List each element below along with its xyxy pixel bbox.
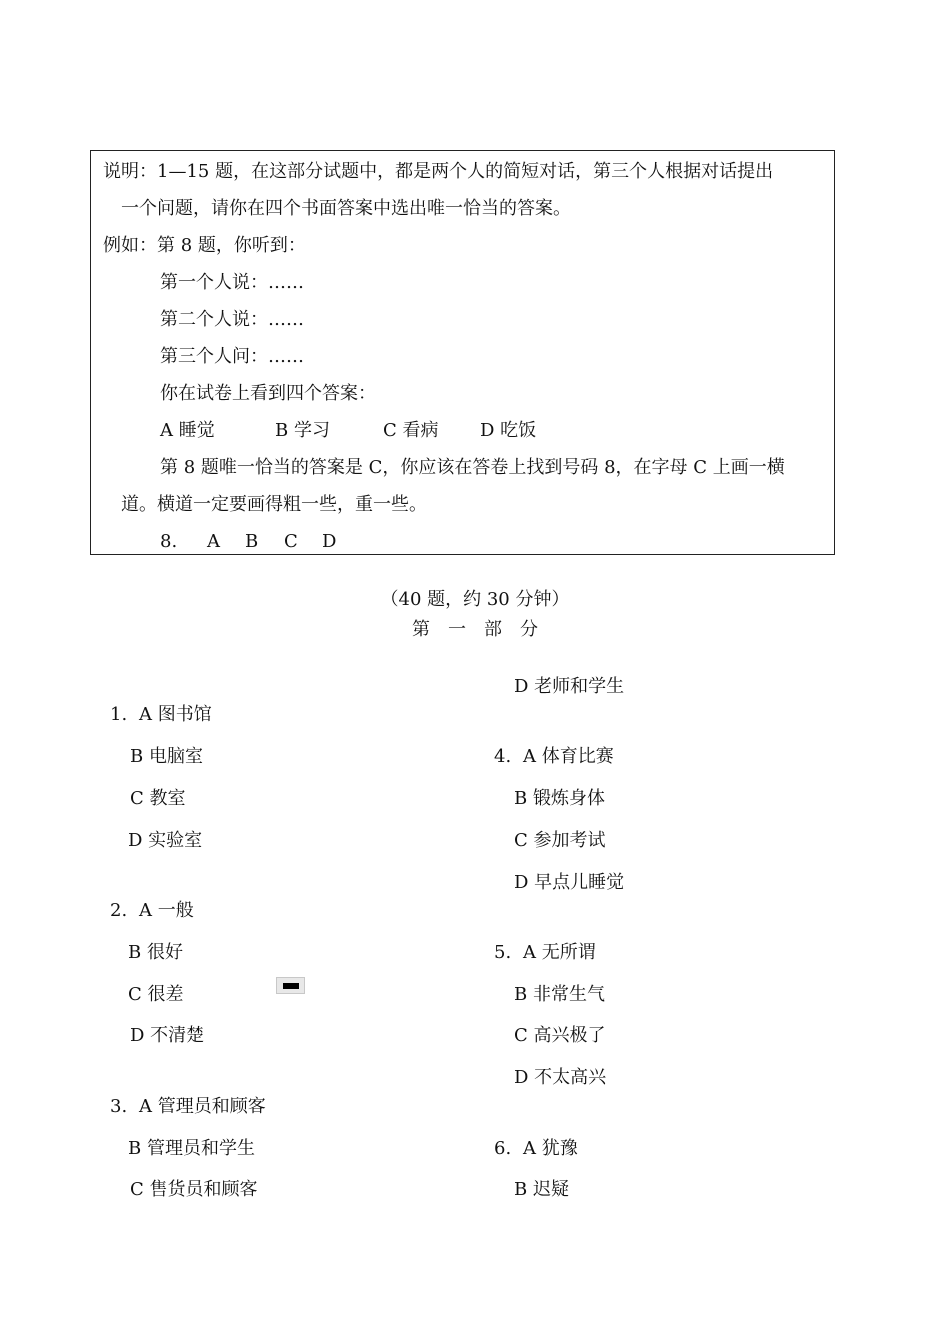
example-option-d: D 吃饭 — [480, 420, 537, 441]
question-5-number: 5. — [494, 942, 512, 963]
example-see-answers: 你在试卷上看到四个答案： — [160, 383, 376, 404]
section-info: （40 题，约 30 分钟） — [380, 589, 570, 610]
example-intro: 例如：第 8 题，你听到： — [103, 235, 306, 256]
question-4-option-a: A 体育比赛 — [523, 746, 614, 767]
instructions-line-2: 一个问题，请你在四个书面答案中选出唯一恰当的答案。 — [121, 198, 571, 219]
question-6-option-a: A 犹豫 — [523, 1138, 578, 1159]
question-1-option-b: B 电脑室 — [130, 746, 203, 767]
example-person-1: 第一个人说：…… — [160, 272, 304, 293]
question-1-option-a: A 图书馆 — [139, 704, 212, 725]
question-2-number: 2. — [110, 900, 128, 921]
example-person-2: 第二个人说：…… — [160, 309, 304, 330]
example-answer-line-1: 第 8 题唯一恰当的答案是 C，你应该在答卷上找到号码 8，在字母 C 上画一横 — [160, 457, 785, 478]
sample-letter-c: C — [284, 531, 298, 552]
sample-letter-d: D — [322, 531, 337, 552]
section-title: 第 一 部 分 — [412, 619, 538, 640]
question-5-option-a: A 无所谓 — [523, 942, 596, 963]
sample-letter-a: A — [207, 531, 220, 552]
example-answer-line-2: 道。横道一定要画得粗一些，重一些。 — [121, 494, 427, 515]
question-2-option-c: C 很差 — [128, 984, 184, 1005]
question-3-number: 3. — [110, 1096, 128, 1117]
example-option-a: A 睡觉 — [160, 420, 215, 441]
question-3-option-d: D 老师和学生 — [514, 676, 625, 697]
question-2-option-b: B 很好 — [128, 942, 183, 963]
question-1-number: 1. — [110, 704, 128, 725]
question-4-option-b: B 锻炼身体 — [514, 788, 605, 809]
question-2-option-d: D 不清楚 — [130, 1025, 205, 1046]
question-2-option-a: A 一般 — [139, 900, 194, 921]
question-5-option-b: B 非常生气 — [514, 984, 605, 1005]
instructions-line-1: 说明：1—15 题，在这部分试题中，都是两个人的简短对话，第三个人根据对话提出 — [103, 161, 774, 182]
question-1-option-c: C 教室 — [130, 788, 186, 809]
minimize-bar — [283, 983, 299, 989]
example-option-c: C 看病 — [383, 420, 439, 441]
example-person-3: 第三个人问：…… — [160, 346, 304, 367]
example-option-b: B 学习 — [275, 420, 330, 441]
question-3-option-c: C 售货员和顾客 — [130, 1179, 258, 1200]
minimize-icon — [276, 977, 305, 994]
question-3-option-b: B 管理员和学生 — [128, 1138, 255, 1159]
question-4-number: 4. — [494, 746, 512, 767]
sample-number: 8. — [160, 531, 178, 552]
question-4-option-c: C 参加考试 — [514, 830, 606, 851]
question-3-option-a: A 管理员和顾客 — [139, 1096, 266, 1117]
question-5-option-d: D 不太高兴 — [514, 1067, 607, 1088]
sample-letter-b: B — [245, 531, 259, 552]
question-6-number: 6. — [494, 1138, 512, 1159]
question-5-option-c: C 高兴极了 — [514, 1025, 606, 1046]
question-1-option-d: D 实验室 — [128, 830, 203, 851]
question-6-option-b: B 迟疑 — [514, 1179, 569, 1200]
question-4-option-d: D 早点儿睡觉 — [514, 872, 625, 893]
